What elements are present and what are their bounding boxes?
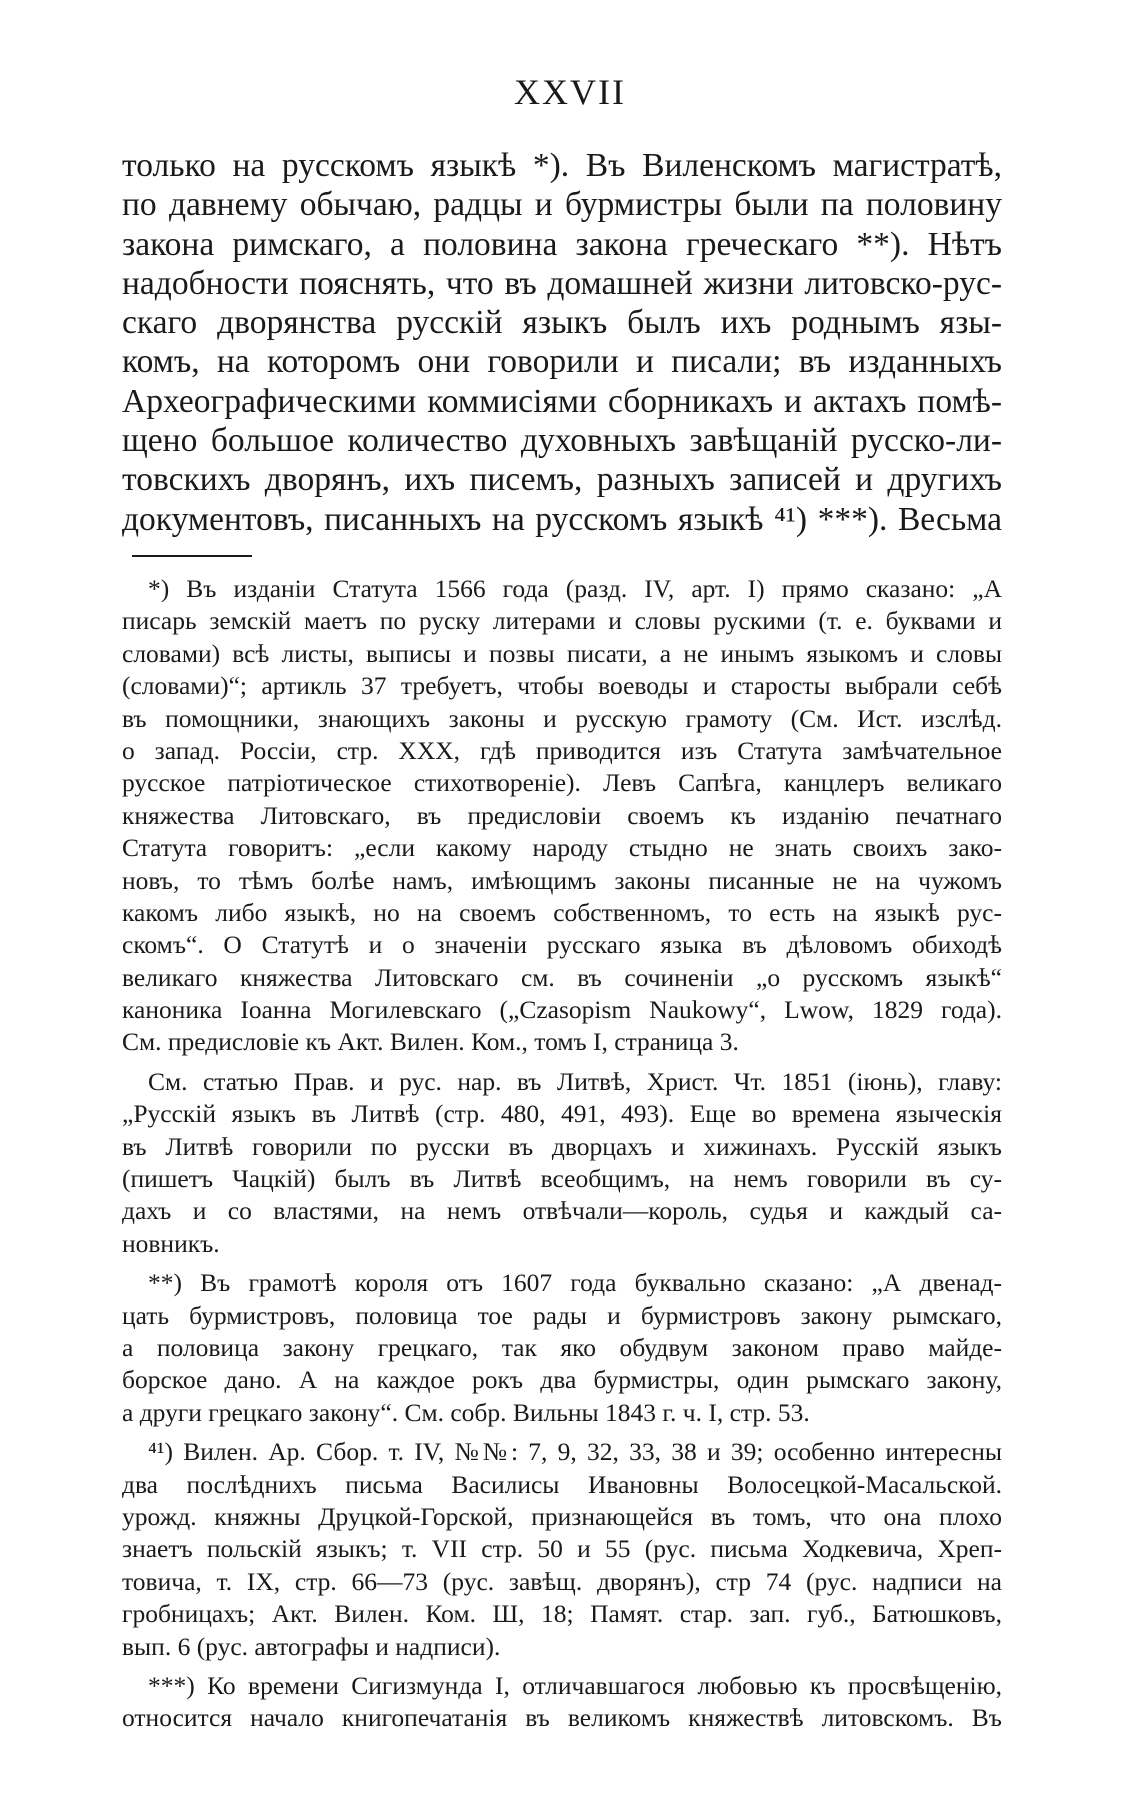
footnote-line: гробницахъ; Акт. Вилен. Ком. Ш, 18; Памят. стар. зап. губ., Батюшковъ,: [122, 1599, 1002, 1629]
footnote-line: въ помощники, знающихъ законы и русскую грамоту (См. Ист. изслѣд.: [122, 703, 1002, 733]
footnote-line: русское патріотическое стихотвореніе). Левъ Сапѣга, канцлеръ великаго: [122, 768, 1002, 798]
footnote-line: *) Въ изданіи Статута 1566 года (разд. IV, арт. I) прямо сказано: „А: [148, 574, 1002, 603]
footnote-line: (словами)“; артикль 37 требуетъ, чтобы воеводы и старосты выбрали себѣ: [122, 671, 1002, 701]
footnote-line: цать бурмистровъ, половица тое рады и бурмистровъ закону рымскаго,: [122, 1300, 1002, 1330]
footnote-line: дахъ и со властями, на немъ отвѣчали—король, судья и каждый са-: [122, 1196, 1002, 1226]
main-text-line: надобности пояснять, что въ домашней жизни литовско-рус-: [122, 264, 1002, 302]
footnote-line: а други грецкаго закону“. См. собр. Вильны 1843 г. ч. I, стр. 53.: [122, 1397, 810, 1427]
footnote-line: товича, т. IX, стр. 66—73 (рус. завѣщ. дворянъ), стр 74 (рус. надписи на: [122, 1566, 1002, 1596]
footnote-line: **) Въ грамотѣ короля отъ 1607 года буквально сказано: „А двенад-: [148, 1268, 1002, 1298]
footnote-line: вып. 6 (рус. автографы и надписи).: [122, 1631, 501, 1661]
footnote-line: новъ, то тѣмъ болѣе намъ, имѣющимъ законы писанные не на чужомъ: [122, 865, 1002, 895]
main-text-line: закона римскаго, а половина закона греческаго **). Нѣтъ: [122, 225, 1002, 263]
footnote-line: относится начало книгопечатанія въ великомъ княжествѣ литовскомъ. Въ: [122, 1703, 1002, 1733]
footnote-line: новникъ.: [122, 1228, 220, 1258]
footnotes: [122, 573, 1002, 1742]
main-text-line: комъ, на которомъ они говорили и писали; въ изданныхъ: [122, 343, 1002, 381]
footnote-line: княжества Литовскаго, въ предисловіи своемъ къ изданію печатнаго: [122, 800, 1002, 830]
footnote-line: каноника Іоанна Могилевскаго („Czasopism Naukowy“, Lwow, 1829 года).: [122, 995, 1002, 1025]
footnote-line: борское дано. А на каждое рокъ два бурмистры, один рымскаго закону,: [122, 1365, 1002, 1395]
page-number: XXVII: [514, 72, 626, 112]
footnote-line: урожд. княжны Друцкой-Горской, признающейся въ томъ, что она плохо: [122, 1501, 1002, 1531]
main-text-line: скаго дворянства русскій языкъ былъ ихъ роднымъ язы-: [122, 304, 1002, 342]
main-text-line: товскихъ дворянъ, ихъ писемъ, разныхъ записей и другихъ: [122, 461, 1002, 499]
footnote-line: два послѣднихъ письма Василисы Ивановны Волосецкой-Масальской.: [122, 1469, 1002, 1499]
footnote-1: [122, 573, 1002, 1059]
footnote-line: какомъ либо языкѣ, но на своемъ собственномъ, то есть на языкѣ рус-: [122, 897, 1002, 927]
footnote-line: а половица закону грецкаго, так яко обудвум законом право майде-: [122, 1332, 1002, 1362]
footnote-line: о запад. Россіи, стр. XXX, гдѣ приводится изъ Статута замѣчательное: [122, 735, 1002, 765]
footnote-separator: [132, 555, 252, 557]
footnote-line: словами) всѣ листы, выписы и позвы писати, а не инымъ языкомъ и словы: [122, 638, 1002, 668]
main-text: [122, 146, 1002, 539]
footnote-41: [122, 1436, 1002, 1663]
footnote-3: [122, 1670, 1002, 1735]
footnote-line: въ Литвѣ говорили по русски въ дворцахъ и хижинахъ. Русскій языкъ: [122, 1131, 1002, 1161]
main-text-line: щено большое количество духовныхъ завѣщаній русско-ли-: [122, 422, 1002, 460]
footnote-line: ***) Ко времени Сигизмунда I, отличавшагося любовью къ просвѣщенію,: [148, 1670, 1002, 1700]
footnote-1-continued: [122, 1066, 1002, 1260]
footnote-line: скомъ“. О Статутѣ и о значеніи русскаго языка въ дѣловомъ обиходѣ: [122, 930, 1002, 960]
footnote-line: „Русскій языкъ въ Литвѣ (стр. 480, 491, 493). Еще во времена языческія: [122, 1099, 1002, 1129]
footnote-line: См. предисловіе къ Акт. Вилен. Ком., томъ I, страница 3.: [122, 1027, 739, 1057]
main-text-line: по давнему обычаю, радцы и бурмистры были па половину: [122, 186, 1002, 224]
main-text-line: Археографическими коммисіями сборникахъ и актахъ помѣ-: [122, 382, 1002, 420]
main-text-line: документовъ, писанныхъ на русскомъ языкѣ ⁴¹) ***). Весьма: [122, 500, 1002, 538]
main-text-line: только на русскомъ языкѣ *). Въ Виленскомъ магистратѣ,: [122, 147, 1002, 184]
footnote-line: (пишетъ Чацкій) былъ въ Литвѣ всеобщимъ, на немъ говорили въ су-: [122, 1164, 1002, 1194]
footnote-line: великаго княжества Литовскаго см. въ сочиненіи „о русскомъ языкѣ“: [122, 962, 1002, 992]
footnote-2: [122, 1267, 1002, 1429]
footnote-line: писарь земскій маетъ по руску литерами и словы рускими (т. е. буквами и: [122, 606, 1002, 636]
footnote-line: ⁴¹) Вилен. Ар. Сбор. т. IV, №№: 7, 9, 32, 33, 38 и 39; особенно интересны: [148, 1437, 1002, 1467]
footnote-line: знаетъ польскій языкъ; т. VII стр. 50 и 55 (рус. письма Ходкевича, Хреп-: [122, 1534, 1002, 1564]
footnote-line: Статута говоритъ: „если какому народу стыдно не знать своихъ зако-: [122, 833, 1002, 863]
footnote-line: См. статью Прав. и рус. нар. въ Литвѣ, Христ. Чт. 1851 (іюнь), главу:: [148, 1066, 1002, 1096]
